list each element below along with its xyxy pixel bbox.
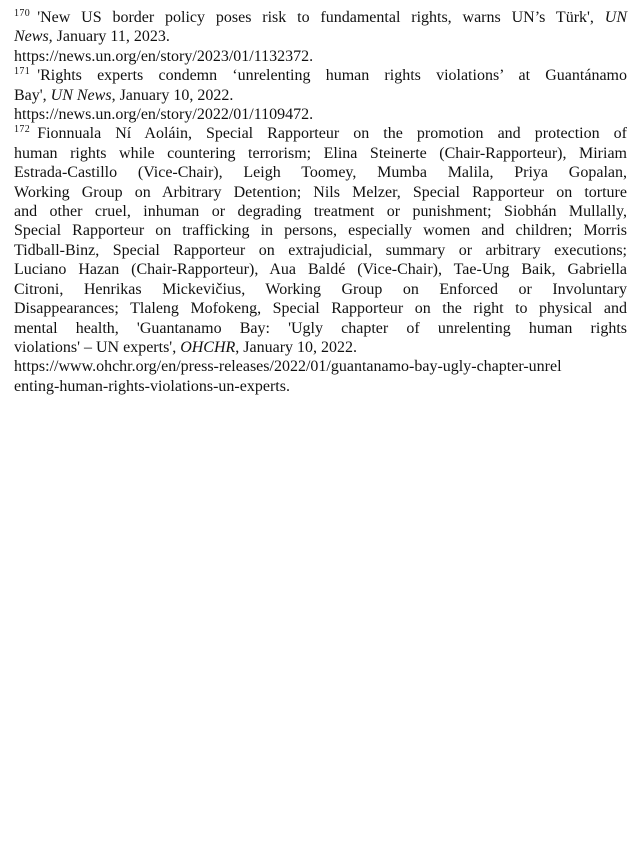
url-text: https://news.un.org/en/story/2023/01/1132372. [14,47,314,65]
footnote-text: Bay', [14,86,51,104]
footnote-line [14,319,627,338]
footnote-line [14,66,627,85]
url-text: https://news.un.org/en/story/2022/01/1109472. [14,106,314,124]
footnote-marker: 172 [14,123,31,135]
footnote-line [14,221,627,240]
footnote-text: Luciano Hazan (Chair-Rapporteur), Aua Baldé (Vice-Chair), Tae-Ung Baik, Gabriella [14,261,627,279]
footnote-text: human rights while countering terrorism; Elina Steinerte (Chair-Rapporteur), Miriam [14,144,627,162]
footnote-text: mental health, 'Guantanamo Bay: 'Ugly chapter of unrelenting human rights [14,319,627,337]
url-line [14,377,627,396]
footnote-line [14,280,627,299]
url-line [14,105,627,124]
footnote-text: , January 10, 2022. [111,86,234,104]
footnote-text: January 11, 2023. [52,28,170,46]
footnote-line [14,183,627,202]
footnote-line [14,124,627,143]
publication-name: UN [604,9,627,26]
url-text: enting-human-rights-violations-un-experts. [14,377,290,395]
footnote-line [14,260,627,279]
footnote-text: Special Rapporteur on trafficking in persons, especially women and children; Morris [14,222,627,240]
footnote-text: Disappearances; Tlaleng Mofokeng, Special Rapporteur on the right to physical and [14,300,627,318]
footnote-line [14,202,627,221]
publication-name: UN News [50,86,112,104]
url-line [14,47,627,66]
footnote-text: 'New US border policy poses risk to fundamental rights, warns UN’s Türk', [37,9,605,26]
footnote-text: Estrada-Castillo (Vice-Chair), Leigh Toomey, Mumba Malila, Priya Gopalan, [14,164,627,182]
footnote-line [14,8,627,27]
footnote-text: , January 10, 2022. [235,338,358,356]
footnote-171 [14,66,627,124]
footnote-line [14,144,627,163]
footnote-line [14,241,627,260]
footnote-text: Fionnuala Ní Aoláin, Special Rapporteur on the promotion and protection of [37,125,627,143]
footnote-text: 'Rights experts condemn ‘unrelenting human rights violations’ at Guantánamo [37,67,627,85]
footnote-line [14,338,627,357]
footnote-172 [14,124,627,396]
footnote-text: and other cruel, inhuman or degrading treatment or punishment; Siobhán Mullally, [14,203,627,221]
footnote-line [14,27,627,46]
publication-name: News, [14,28,53,46]
footnote-text: Citroni, Henrikas Mickevičius, Working Group on Enforced or Involuntary [14,280,627,298]
footnote-text: Working Group on Arbitrary Detention; Nils Melzer, Special Rapporteur on torture [14,183,627,201]
url-text: https://www.ohchr.org/en/press-releases/2022/01/guantanamo-bay-ugly-chapter-unrel [14,358,562,376]
publication-name: OHCHR [180,338,236,356]
footnote-text: Tidball-Binz, Special Rapporteur on extrajudicial, summary or arbitrary executions; [14,241,627,259]
footnote-marker: 170 [14,7,31,19]
footnote-line [14,86,627,105]
footnote-170 [14,8,627,66]
footnote-marker: 171 [14,65,31,77]
footnote-line [14,299,627,318]
url-line [14,357,627,376]
footnote-line [14,163,627,182]
footnote-text: violations' – UN experts', [14,338,181,356]
